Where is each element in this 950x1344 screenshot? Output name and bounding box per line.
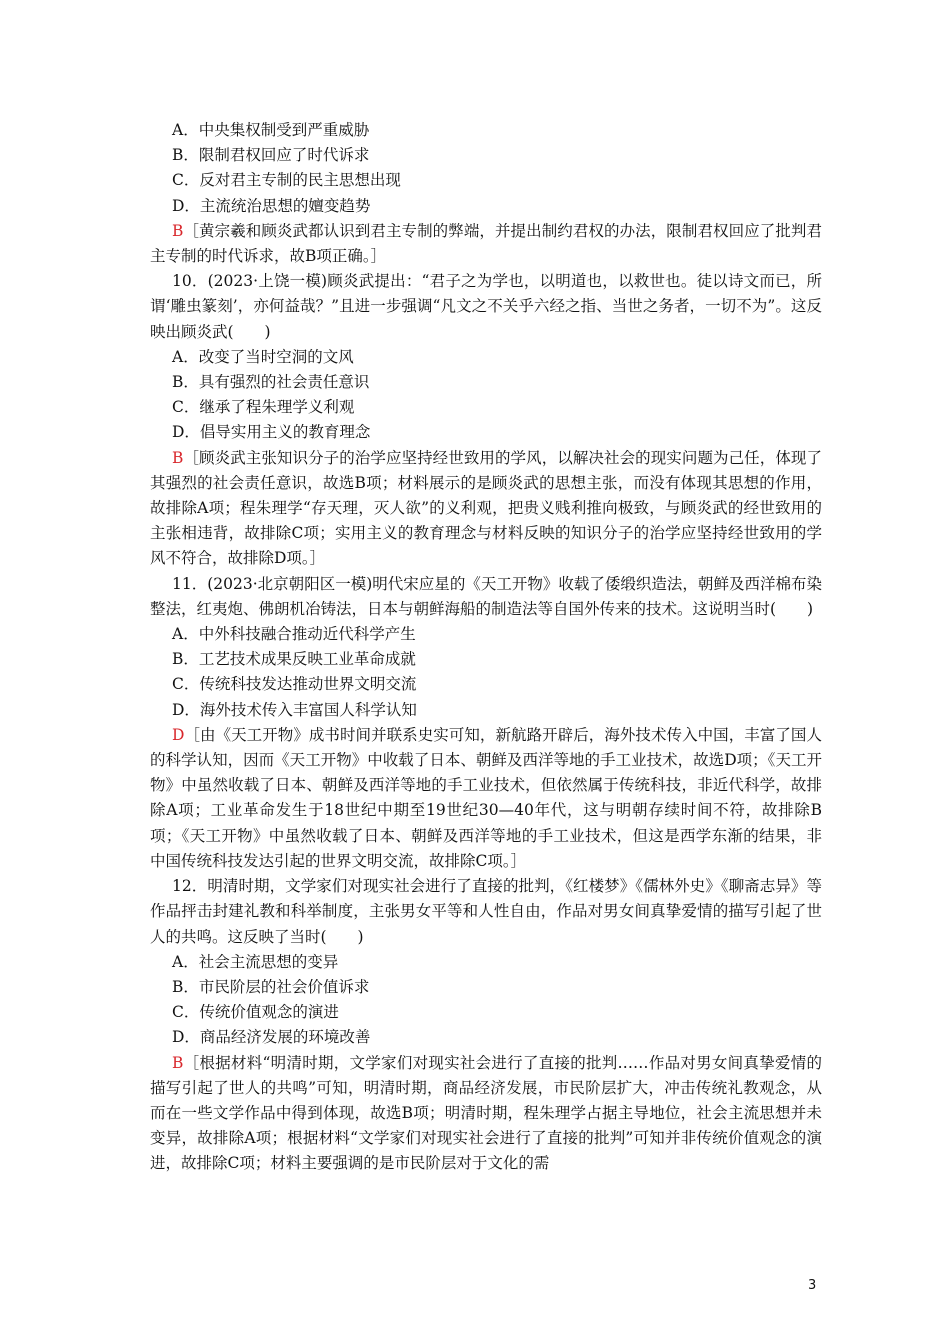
q12-option-d: D．商品经济发展的环境改善 — [172, 1028, 371, 1047]
q10-answer — [150, 446, 822, 572]
q10-option-c: C．继承了程朱理学义利观 — [172, 398, 355, 417]
q12-answer-explanation: ［根据材料“明清时期，文学家们对现实社会进行了直接的批判……作品对男女间真挚爱情的描写引起了世人的共鸣”可知，明清时期，商品经济发展，市民阶层扩大，冲击传统礼教观念，从而在一些文学作品中得到体现，故选B项；明清时期，程朱理学占据主导地位，社会主流思想并未变异，故排除A项；根据材料“文学家们对现实社会进行了直接的批判”可知并非传统价值观念的演进，故排除C项；材料主要强调的是市民阶层对于文化的需 — [150, 1053, 822, 1173]
q10-answer-explanation: ［顾炎武主张知识分子的治学应坚持经世致用的学风，以解决社会的现实问题为己任，体现了其强烈的社会责任意识，故选B项；材料展示的是顾炎武的思想主张，而没有体现其思想的作用，故排除A项；程朱理学“存天理，灭人欲”的义利观，把贵义贱利推向极致，与顾炎武的经世致用的主张相违背，故排除C项；实用主义的教育理念与材料反映的知识分子的治学应坚持经世致用的学风不符合，故排除D项。］ — [150, 448, 822, 568]
q12-stem: 12．明清时期，文学家们对现实社会进行了直接的批判，《红楼梦》《儒林外史》《聊斋志异》等作品抨击封建礼教和科举制度，主张男女平等和人性自由，作品对男女间真挚爱情的描写引起了世人的共鸣。这反映了当时( ) — [150, 877, 822, 946]
q11-stem: 11．(2023·北京朝阳区一模)明代宋应星的《天工开物》收载了倭缎织造法，朝鲜及西洋棉布染整法，红夷炮、佛朗机冶铸法，日本与朝鲜海船的制造法等自国外传来的技术。这说明当时( ) — [150, 574, 822, 618]
q11-option-d: D．海外技术传入丰富国人科学认知 — [172, 700, 417, 719]
q12-answer-letter: B — [172, 1053, 184, 1072]
page-number: 3 — [808, 1278, 817, 1293]
q12-answer — [150, 1051, 822, 1177]
q9-option-d: D．主流统治思想的嬗变趋势 — [172, 196, 371, 215]
q10-stem: 10．(2023·上饶一模)顾炎武提出：“君子之为学也，以明道也，以救世也。徒以诗文而已，所谓‘雕虫篆刻’，亦何益哉？”且进一步强调“凡文之不关乎六经之指、当世之务者，一切不为”。这反映出顾炎武( ) — [150, 272, 822, 341]
q11-option-a: A．中外科技融合推动近代科学产生 — [172, 625, 416, 644]
q9-answer — [150, 219, 822, 269]
q9-answer-explanation: ［黄宗羲和顾炎武都认识到君主专制的弊端，并提出制约君权的办法，限制君权回应了批判君主专制的时代诉求，故B项正确。］ — [150, 221, 822, 266]
q9-option-a: A．中央集权制受到严重威胁 — [172, 121, 370, 139]
q12-option-b: B．市民阶层的社会价值诉求 — [172, 977, 370, 996]
q12-option-a: A．社会主流思想的变异 — [172, 952, 339, 971]
q11-answer-letter: D — [172, 725, 185, 744]
page-content — [150, 118, 822, 1177]
q12-option-c: C．传统价值观念的演进 — [172, 1003, 339, 1022]
q11-answer — [150, 723, 822, 874]
q11-option-c: C．传统科技发达推动世界文明交流 — [172, 675, 417, 694]
q11-answer-explanation: ［由《天工开物》成书时间并联系史实可知，新航路开辟后，海外技术传入中国，丰富了国人的科学认知，因而《天工开物》中收载了日本、朝鲜及西洋等地的手工业技术，故选D项；《天工开物》中虽然收载了日本、朝鲜及西洋等地的手工业技术，但依然属于传统科技，非近代科学，故排除A项；工业革命发生于18世纪中期至19世纪30—40年代，这与明朝存续时间不符，故排除B项；《天工开物》中虽然收载了日本、朝鲜及西洋等地的手工业技术，但这是西学东渐的结果，非中国传统科技发达引起的世界文明交流，故排除C项。］ — [150, 725, 822, 870]
q9-option-c: C．反对君主专制的民主思想出现 — [172, 171, 401, 190]
q11-option-b: B．工艺技术成果反映工业革命成就 — [172, 650, 416, 669]
q9-answer-letter: B — [172, 221, 184, 240]
q10-answer-letter: B — [172, 448, 184, 467]
q10-option-d: D．倡导实用主义的教育理念 — [172, 423, 371, 442]
q10-option-a: A．改变了当时空洞的文风 — [172, 347, 354, 366]
q9-option-b: B．限制君权回应了时代诉求 — [172, 146, 370, 165]
q10-option-b: B．具有强烈的社会责任意识 — [172, 373, 370, 392]
